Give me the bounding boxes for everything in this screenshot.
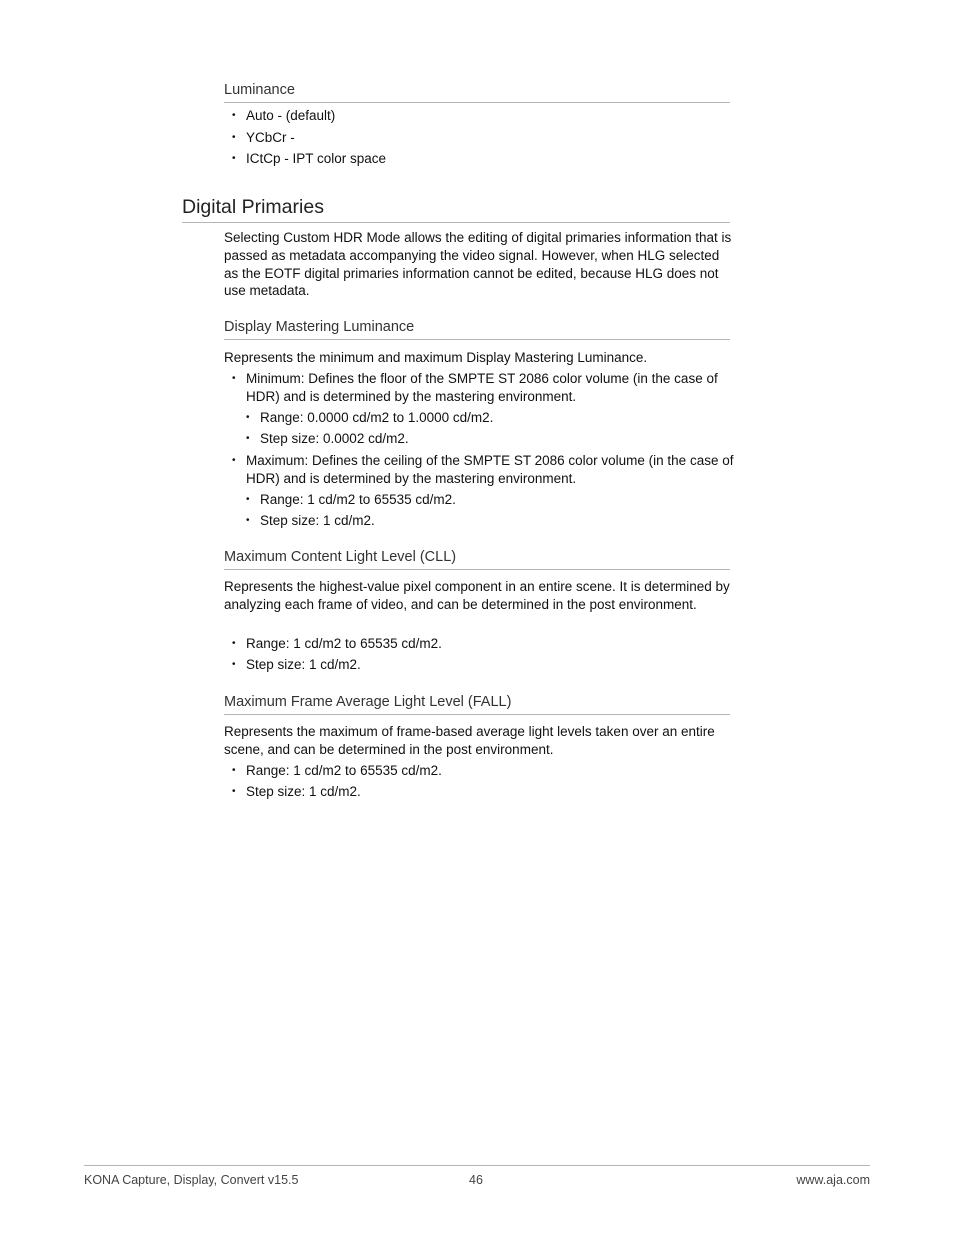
luminance-heading: Luminance	[224, 82, 730, 103]
display-mastering-body: Represents the minimum and maximum Display Mastering Luminance.	[224, 350, 648, 365]
list-item	[232, 452, 734, 488]
max-cll-body: Represents the highest-value pixel component in an entire scene. It is determined by analyzing each frame of video, and can be determined in the post environment.	[224, 579, 730, 612]
bullet-icon: •	[232, 659, 236, 670]
list-item-text: YCbCr -	[246, 130, 295, 145]
list-item	[232, 656, 361, 674]
bullet-icon: •	[232, 132, 236, 143]
list-item	[246, 512, 375, 530]
display-mastering-heading: Display Mastering Luminance	[224, 319, 730, 340]
bullet-icon: •	[232, 786, 236, 797]
list-item	[232, 635, 442, 653]
bullet-icon: •	[232, 638, 236, 649]
bullet-icon: •	[232, 153, 236, 164]
footer-divider	[84, 1165, 870, 1166]
list-item-text: Minimum: Defines the floor of the SMPTE ST 2086 color volume (in the case of HDR) and is determined by the mastering environment.	[246, 371, 718, 404]
footer-url[interactable]: www.aja.com	[796, 1173, 870, 1187]
max-fall-body: Represents the maximum of frame-based average light levels taken over an entire scene, and can be determined in the post environment.	[224, 724, 715, 757]
list-item	[232, 783, 361, 801]
bullet-icon: •	[246, 515, 250, 526]
bullet-icon: •	[232, 373, 236, 384]
list-item-text: Step size: 0.0002 cd/m2.	[260, 431, 409, 446]
footer-title: KONA Capture, Display, Convert v15.5	[84, 1173, 299, 1187]
list-item	[232, 762, 442, 780]
list-item-text: Step size: 1 cd/m2.	[246, 784, 361, 799]
bullet-icon: •	[232, 455, 236, 466]
digital-primaries-body: Selecting Custom HDR Mode allows the editing of digital primaries information that is passed as metadata accompanying the video signal. However, when HLG selected as the EOTF digital primaries information cannot be edited, because HLG does not use metadata.	[224, 230, 732, 299]
bullet-icon: •	[232, 765, 236, 776]
list-item	[232, 150, 387, 168]
bullet-icon: •	[232, 110, 236, 121]
bullet-icon: •	[246, 412, 250, 423]
list-item	[246, 491, 456, 509]
list-item-text: Auto - (default)	[246, 108, 336, 123]
list-item-text: ICtCp - IPT color space	[246, 151, 387, 166]
list-item	[232, 129, 295, 147]
list-item-text: Maximum: Defines the ceiling of the SMPTE ST 2086 color volume (in the case of HDR) and is determined by the mastering environment.	[246, 453, 734, 486]
list-item-text: Range: 1 cd/m2 to 65535 cd/m2.	[260, 492, 456, 507]
bullet-icon: •	[246, 494, 250, 505]
digital-primaries-heading: Digital Primaries	[182, 196, 730, 223]
list-item-text: Range: 1 cd/m2 to 65535 cd/m2.	[246, 636, 442, 651]
list-item	[232, 107, 336, 125]
list-item	[246, 430, 409, 448]
list-item-text: Range: 0.0000 cd/m2 to 1.0000 cd/m2.	[260, 410, 494, 425]
list-item	[232, 370, 734, 406]
list-item	[246, 409, 494, 427]
list-item-text: Range: 1 cd/m2 to 65535 cd/m2.	[246, 763, 442, 778]
bullet-icon: •	[246, 433, 250, 444]
list-item-text: Step size: 1 cd/m2.	[260, 513, 375, 528]
max-cll-heading: Maximum Content Light Level (CLL)	[224, 549, 730, 570]
max-fall-heading: Maximum Frame Average Light Level (FALL)	[224, 694, 730, 715]
list-item-text: Step size: 1 cd/m2.	[246, 657, 361, 672]
page-number: 46	[469, 1173, 483, 1187]
